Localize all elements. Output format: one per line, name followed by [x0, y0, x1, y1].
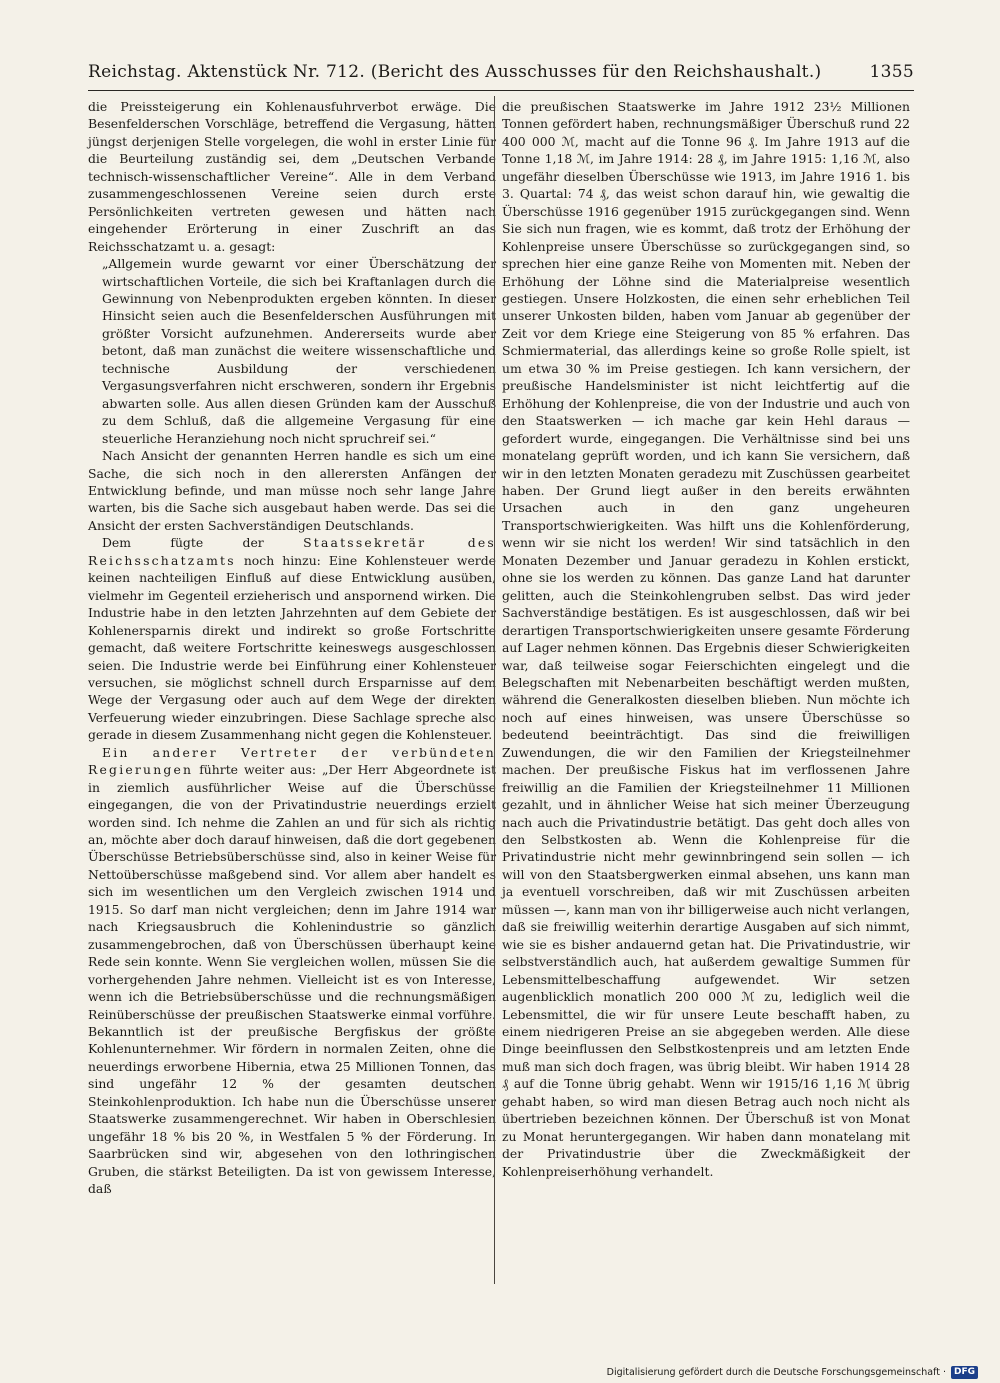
paragraph	[88, 534, 496, 743]
spaced-emphasis: Ein anderer Vertreter der verbündeten Regierungen	[88, 744, 496, 778]
paragraph	[88, 744, 496, 1198]
text-run: führte weiter aus: „Der Herr Abgeordnete ist in ziemlich ausführlicher Weise auf die Überschüsse eingegangen, die von der Privatindustrie neuerdings erzielt worden sind. Ich nehme die Zahlen an und für sich als richtig an, möchte aber doch darauf hinweisen, daß die dort gegebenen Überschüsse Betriebsüberschüsse sind, also in keiner Weise für Nettoüberschüsse maßgebend sind. Vor allem aber handelt es sich im wesentlichen um den Vergleich zwischen 1914 und 1915. So darf man nicht vergleichen; denn im Jahre 1914 war nach Kriegsausbruch die Kohlenindustrie so gänzlich zusammengebrochen, daß von Überschüssen überhaupt keine Rede sein konnte. Wenn Sie vergleichen wollen, müssen Sie die vorhergehenden Jahre nehmen. Vielleicht ist es von Interesse, wenn ich die Betriebsüberschüsse und die rechnungsmäßigen Reinüberschüsse der preußischen Staatswerke einmal vorführe. Bekanntlich ist der preußische Bergfiskus der größte Kohlenunternehmer. Wir fördern in normalen Zeiten, ohne die neuerdings erworbene Hibernia, etwa 25 Millionen Tonnen, das sind ungefähr 12 % der gesamten deutschen Steinkohlenproduktion. Ich habe nun die Überschüsse unserer Staatswerke zusammengerechnet. Wir haben in Oberschlesien ungefähr 18 % bis 20 %, in Westfalen 5 % der Förderung. In Saarbrücken sind wir, abgesehen von den lothringischen Gruben, die stärkst Beteiligten. Da ist von gewissem Interesse, daß	[88, 762, 496, 1197]
text-run: noch hinzu: Eine Kohlensteuer werde keinen nachteiligen Einfluß auf diese Entwicklung ausüben, vielmehr im Gegenteil erzieherisch und anspornend wirken. Die Industrie habe in den letzten Jahrzehnten auf dem Gebiete der Kohlenersparnis direkt und indirekt so große Fortschritte gemacht, daß weitere Fortschritte keineswegs ausgeschlossen seien. Die Industrie werde bei Einführung einer Kohlensteuer versuchen, sie möglichst schnell durch Ersparnisse auf dem Wege der Vergasung oder auch auf dem Wege der direkten Verfeuerung wieder einzubringen. Diese Sachlage spreche also gerade in diesem Zusammenhang nicht gegen die Kohlensteuer.	[88, 552, 496, 743]
block-quote: „Allgemein wurde gewarnt vor einer Überschätzung der wirtschaftlichen Vorteile, die sich bei Kraftanlagen durch die Gewinnung von Nebenprodukten ergeben könnten. In dieser Hinsicht seien auch die Besenfelderschen Ausführungen mit größter Vorsicht aufzunehmen. Andererseits wurde aber betont, daß man zunächst die weitere wissenschaftliche und technische Ausbildung der verschiedenen Vergasungsverfahren nicht erschweren, sondern ihr Ergebnis abwarten solle. Aus allen diesen Gründen kam der Ausschuß zu dem Schluß, daß die allgemeine Vergasung für eine steuerliche Heranziehung noch nicht spruchreif sei.“	[102, 256, 496, 446]
footer-text: Digitalisierung gefördert durch die Deutsche Forschungsgemeinschaft ·	[606, 1366, 946, 1378]
text-run: Dem fügte der	[102, 535, 264, 551]
digitization-credit	[607, 1364, 978, 1380]
column-divider	[494, 96, 495, 1284]
paragraph: die Preissteigerung ein Kohlenausfuhrverbot erwäge. Die Besenfelderschen Vorschläge, betreffend die Vergasung, hätten jüngst derjenigen Stelle vorgelegen, die wohl in erster Linie für die Beurteilung zuständig sei, dem „Deutschen Verbande technisch-wissenschaftlicher Vereine“. Alle in dem Verband zusammengeschlossenen Vereine seien durch erste Persönlichkeiten vertreten gewesen und hätten nach eingehender Erörterung in einer Zuschrift an das Reichsschatzamt u. a. gesagt:	[88, 99, 496, 254]
page-number: 1355	[869, 62, 914, 82]
header-rule	[88, 90, 914, 91]
paragraph: Nach Ansicht der genannten Herren handle es sich um eine Sache, die sich noch in den allerersten Anfängen der Entwicklung befinde, und man müsse noch sehr lange Jahre warten, bis die Sache sich ausgebaut haben werde. Das sei die Ansicht der ersten Sachverständigen Deutschlands.	[88, 448, 496, 533]
paragraph: die preußischen Staatswerke im Jahre 1912 23½ Millionen Tonnen gefördert haben, rechnungsmäßiger Überschuß rund 22 400 000 ℳ, macht auf die Tonne 96 ₰. Im Jahre 1913 auf die Tonne 1,18 ℳ, im Jahre 1914: 28 ₰, im Jahre 1915: 1,16 ℳ, also ungefähr dieselben Überschüsse wie 1913, im Jahre 1916 1. bis 3. Quartal: 74 ₰, das weist schon darauf hin, wie gewaltig die Überschüsse 1916 gegenüber 1915 zurückgegangen sind. Wenn Sie sich nun fragen, wie es kommt, daß trotz der Erhöhung der Kohlenpreise unsere Überschüsse so zurückgegangen sind, so sprechen hier eine ganze Reihe von Momenten mit. Neben der Erhöhung der Löhne sind die Materialpreise wesentlich gestiegen. Unsere Holzkosten, die einen sehr erheblichen Teil unserer Unkosten bilden, haben vom Januar ab gegenüber der Zeit vor dem Kriege eine Steigerung von 85 % erfahren. Das Schmiermaterial, das allerdings keine so große Rolle spielt, ist um etwa 30 % im Preise gestiegen. Ich kann versichern, der preußische Handelsminister ist nicht leichtfertig auf die Erhöhung der Kohlenpreise, die von der Industrie und auch von den Staatswerken — ich mache gar kein Hehl daraus — gefordert wurde, eingegangen. Die Verhältnisse sind bei uns monatelang geprüft worden, und ich kann Sie versichern, daß wir in den letzten Monaten geradezu mit Zuschüssen gearbeitet haben. Der Grund liegt außer in den bereits erwähnten Ursachen auch in den ganz ungeheuren Transportschwierigkeiten. Was hilft uns die Kohlenförderung, wenn wir sie nicht los werden! Wir sind tatsächlich in den Monaten Dezember und Januar geradezu in Kohlen erstickt, ohne sie los werden zu können. Das ganze Land hat darunter gelitten, auch die Steinkohlengruben selbst. Das wird jeder Sachverständige bestätigen. Es ist ausgeschlossen, daß wir bei derartigen Transportschwierigkeiten unsere gesamte Förderung auf Lager nehmen können. Das Ergebnis dieser Schwierigkeiten war, daß teilweise sogar Feierschichten eingelegt und die Belegschaften mit Nebenarbeiten beschäftigt werden mußten, während die Generalkosten dieselben blieben. Nun möchte ich noch auf eines hinweisen, was unsere Überschüsse so bedeutend beeinträchtigt. Das sind die freiwilligen Zuwendungen, die wir den Familien der Kriegsteilnehmer machen. Der preußische Fiskus hat im verflossenen Jahre freiwillig an die Familien der Kriegsteilnehmer 11 Millionen gezahlt, und in ähnlicher Weise hat sich meiner Überzeugung nach auch die Privatindustrie betätigt. Das geht doch alles von den Selbstkosten ab. Wenn die Kohlenpreise für die Privatindustrie nicht mehr gewinnbringend sein sollen — ich will von den Staatsbergwerken einmal absehen, uns kann man ja eventuell vorschreiben, daß wir mit Zuschüssen arbeiten müssen —, kann man von ihr billigerweise auch nicht verlangen, daß sie freiwillig weiterhin derartige Ausgaben auf sich nimmt, wie sie es bisher andauernd getan hat. Die Privatindustrie, wir selbstverständlich auch, hat außerdem gewaltige Summen für Lebensmittelbeschaffung aufgewendet. Wir setzen augenblicklich monatlich 200 000 ℳ zu, lediglich weil die Lebensmittel, die wir für unsere Leute beschafft haben, zu einem niedrigeren Preise an sie abgegeben werden. Alle diese Dinge beeinflussen den Selbstkostenpreis und am letzten Ende muß man sich doch fragen, was übrig bleibt. Wir haben 1914 28 ₰ auf die Tonne übrig gehabt. Wenn wir 1915/16 1,16 ℳ übrig gehabt haben, so wird man diesen Betrag auch noch nicht als übertrieben bezeichnen können. Der Überschuß ist von Monat zu Monat heruntergegangen. Wir haben dann monatelang mit der Privatindustrie über die Zweckmäßigkeit der Kohlenpreiserhöhung verhandelt.	[502, 99, 910, 1179]
right-column	[502, 98, 910, 1180]
running-header	[88, 62, 914, 88]
left-column	[88, 98, 496, 1198]
spaced-emphasis: Staatssekretär des Reichsschatzamts	[88, 535, 496, 568]
dfg-logo: DFG	[951, 1366, 978, 1379]
header-title: Reichstag. Aktenstück Nr. 712. (Bericht des Ausschusses für den Reichshaushalt.)	[88, 62, 822, 82]
